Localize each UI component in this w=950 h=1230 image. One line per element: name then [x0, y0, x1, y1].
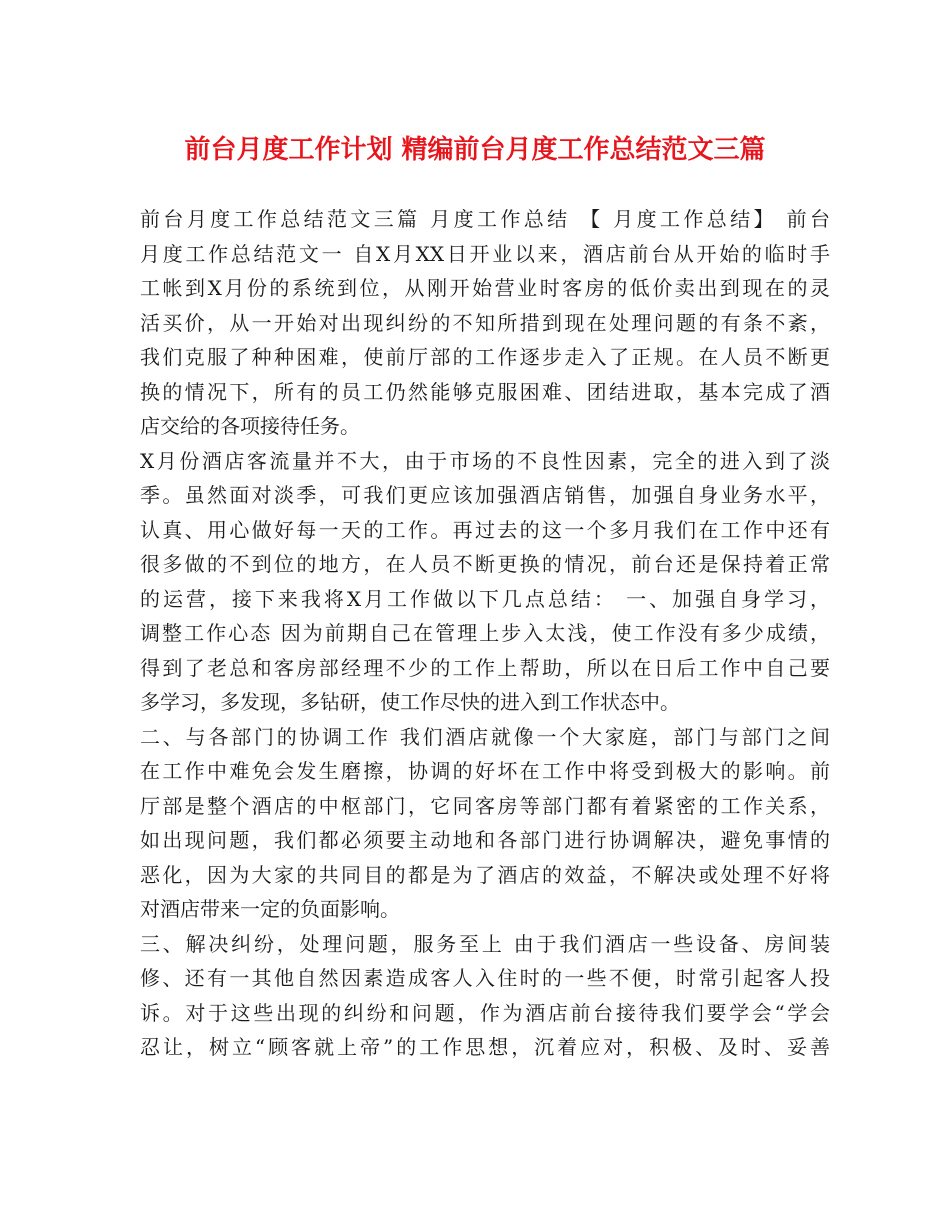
body-line: 多学习，多发现，多钻研，使工作尽快的进入到工作状态中。	[140, 690, 680, 714]
body-line: 的运营，接下来我将X月工作做以下几点总结： 一、加强自身学习，	[140, 586, 830, 611]
body-line: 前台月度工作总结范文三篇 月度工作总结 【 月度工作总结】 前台	[140, 207, 830, 231]
body-line: 如出现问题，我们都必须要主动地和各部门进行协调解决，避免事情的	[140, 828, 830, 852]
body-line: 季。虽然面对淡季，可我们更应该加强酒店销售，加强自身业务水平，	[140, 483, 830, 507]
body-line: 对酒店带来一定的负面影响。	[140, 897, 400, 921]
body-line: 修、还有一其他自然因素造成客人入住时的一些不便，时常引起客人投	[140, 966, 830, 990]
body-line: 得到了老总和客房部经理不少的工作上帮助，所以在日后工作中自己要	[140, 655, 830, 680]
body-line: 恶化，因为大家的共同目的都是为了酒店的效益，不解决或处理不好将	[140, 862, 830, 887]
body-line: 三、解决纠纷，处理问题，服务至上 由于我们酒店一些设备、房间装	[140, 931, 830, 956]
body-line: 活买价，从一开始对出现纠纷的不知所措到现在处理问题的有条不紊，	[140, 310, 830, 335]
body-line: 换的情况下，所有的员工仍然能够克服困难、团结进取，基本完成了酒	[140, 379, 830, 404]
body-line: X月份酒店客流量并不大，由于市场的不良性因素，完全的进入到了淡	[140, 448, 830, 473]
body-line: 在工作中难免会发生磨擦，协调的好坏在工作中将受到极大的影响。前	[140, 759, 830, 783]
body-line: 店交给的各项接待任务。	[140, 414, 360, 438]
body-line: 很多做的不到位的地方，在人员不断更换的情况，前台还是保持着正常	[140, 552, 830, 576]
body-line: 我们克服了种种困难，使前厅部的工作逐步走入了正规。在人员不断更	[140, 345, 830, 369]
document-body	[140, 202, 830, 1065]
body-line: 工帐到X月份的系统到位，从刚开始营业时客房的低价卖出到现在的灵	[140, 276, 830, 300]
body-line: 月度工作总结范文一 自X月XX日开业以来，酒店前台从开始的临时手	[140, 241, 830, 266]
body-line: 诉。对于这些出现的纠纷和问题，作为酒店前台接待我们要学会“学会	[140, 1000, 830, 1025]
body-line: 二、与各部门的协调工作 我们酒店就像一个大家庭，部门与部门之间	[140, 724, 830, 749]
body-line: 认真、用心做好每一天的工作。再过去的这一个多月我们在工作中还有	[140, 517, 830, 542]
document-title: 前台月度工作计划 精编前台月度工作总结范文三篇	[184, 135, 766, 165]
body-line: 调整工作心态 因为前期自己在管理上步入太浅，使工作没有多少成绩，	[140, 621, 830, 645]
body-line: 厅部是整个酒店的中枢部门，它同客房等部门都有着紧密的工作关系，	[140, 793, 830, 818]
body-line: 忍让，树立“顾客就上帝”的工作思想，沉着应对，积极、及时、妥善	[140, 1035, 830, 1059]
